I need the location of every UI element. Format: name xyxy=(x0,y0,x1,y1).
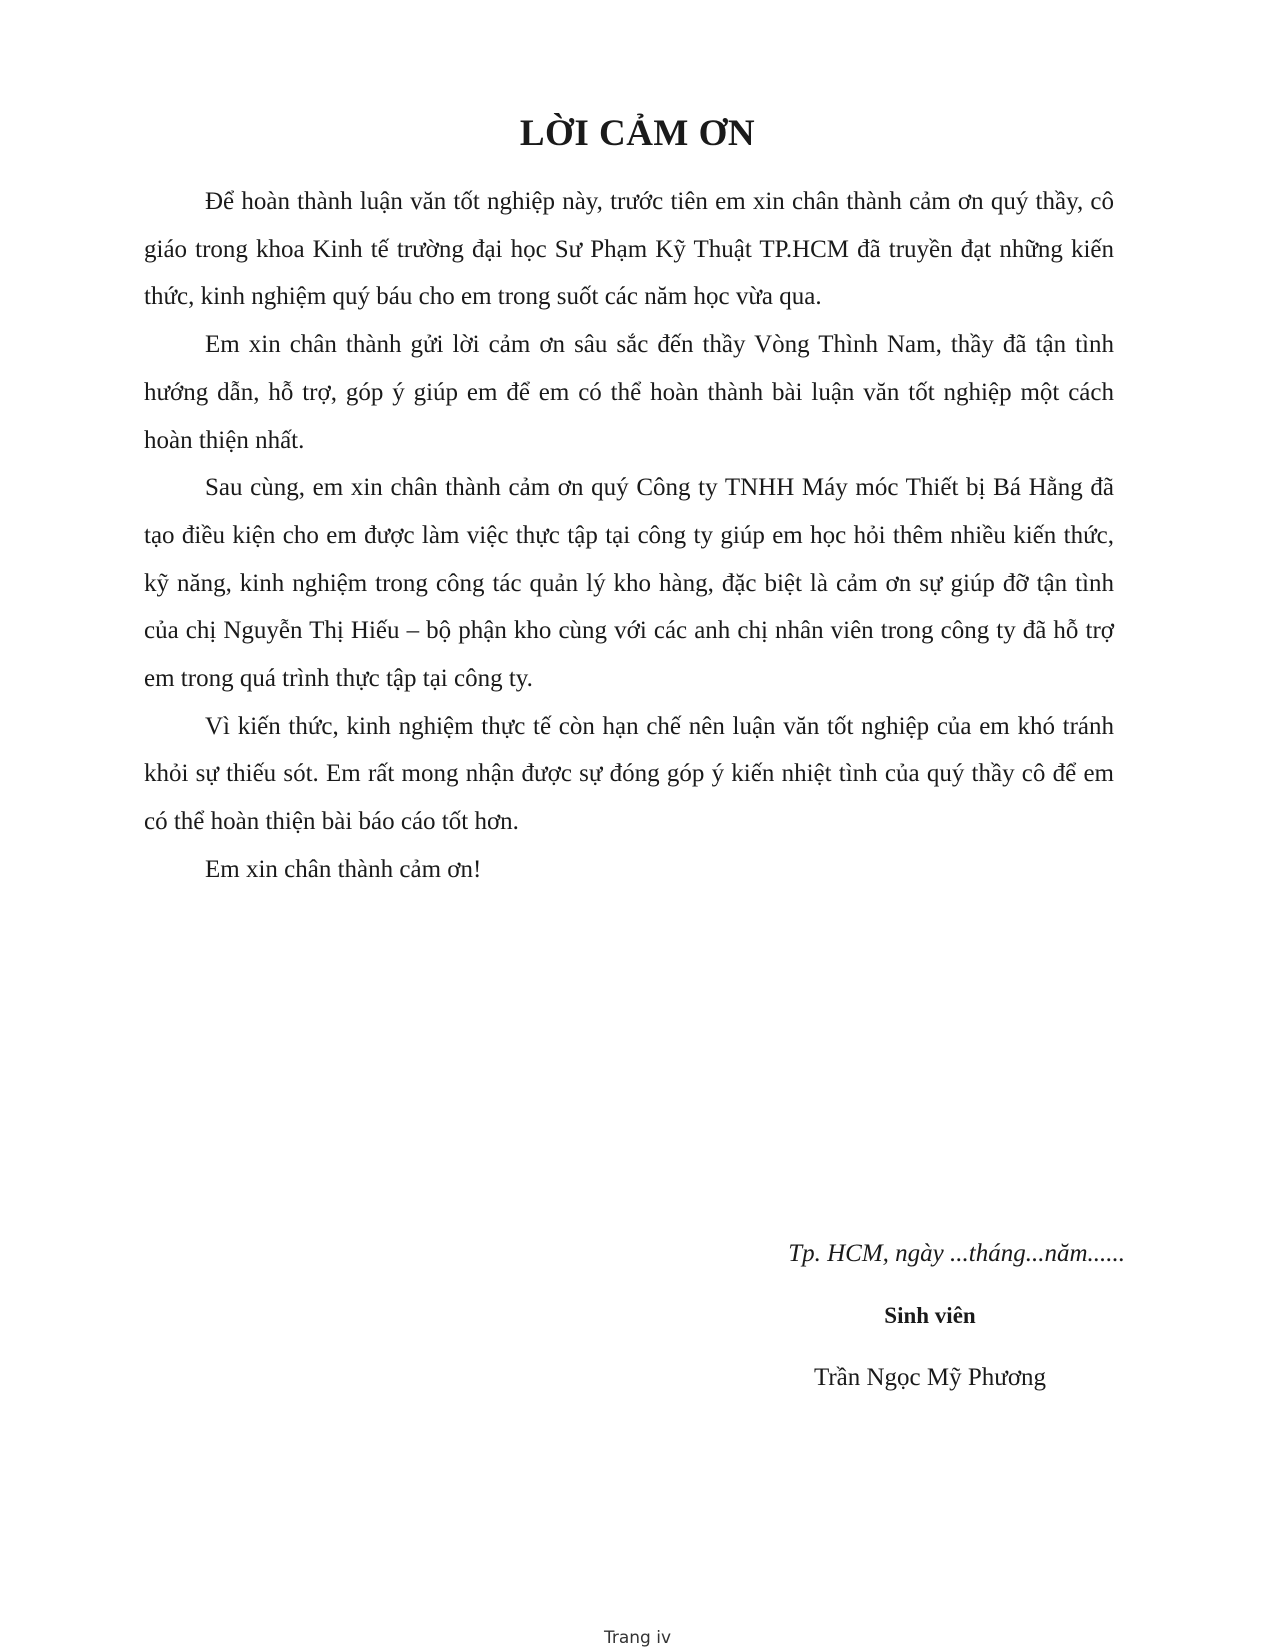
acknowledgement-body xyxy=(144,178,1114,894)
page-number: Trang iv xyxy=(603,1628,672,1648)
place-date-line: Tp. HCM, ngày ...tháng...năm...... xyxy=(788,1240,1125,1267)
paragraph-2: Em xin chân thành gửi lời cảm ơn sâu sắc đến thầy Vòng Thình Nam, thầy đã tận tình hướng dẫn, hỗ trợ, góp ý giúp em để em có thể hoàn thành bài luận văn tốt nghiệp một cách hoàn thiện nhất. xyxy=(144,331,1114,454)
signer-role: Sinh viên xyxy=(884,1303,976,1328)
paragraph-4: Vì kiến thức, kinh nghiệm thực tế còn hạn chế nên luận văn tốt nghiệp của em khó tránh khỏi sự thiếu sót. Em rất mong nhận được sự đóng góp ý kiến nhiệt tình của quý thầy cô để em có thể hoàn thiện bài báo cáo tốt hơn. xyxy=(144,712,1114,836)
paragraph-1: Để hoàn thành luận văn tốt nghiệp này, trước tiên em xin chân thành cảm ơn quý thầy, cô giáo trong khoa Kinh tế trường đại học Sư Phạm Kỹ Thuật TP.HCM đã truyền đạt những kiến thức, kinh nghiệm quý báu cho em trong suốt các năm học vừa qua. xyxy=(144,188,1114,311)
page-title: LỜI CẢM ƠN xyxy=(519,113,756,154)
paragraph-3: Sau cùng, em xin chân thành cảm ơn quý Công ty TNHH Máy móc Thiết bị Bá Hằng đã tạo điều kiện cho em được làm việc thực tập tại công ty giúp em học hỏi thêm nhiều kiến thức, kỹ năng, kinh nghiệm trong công tác quản lý kho hàng, đặc biệt là cảm ơn sự giúp đỡ tận tình của chị Nguyễn Thị Hiếu – bộ phận kho cùng với các anh chị nhân viên trong công ty đã hỗ trợ em trong quá trình thực tập tại công ty. xyxy=(144,474,1114,693)
closing-line: Em xin chân thành cảm ơn! xyxy=(205,855,482,883)
signer-name: Trần Ngọc Mỹ Phương xyxy=(813,1364,1047,1391)
